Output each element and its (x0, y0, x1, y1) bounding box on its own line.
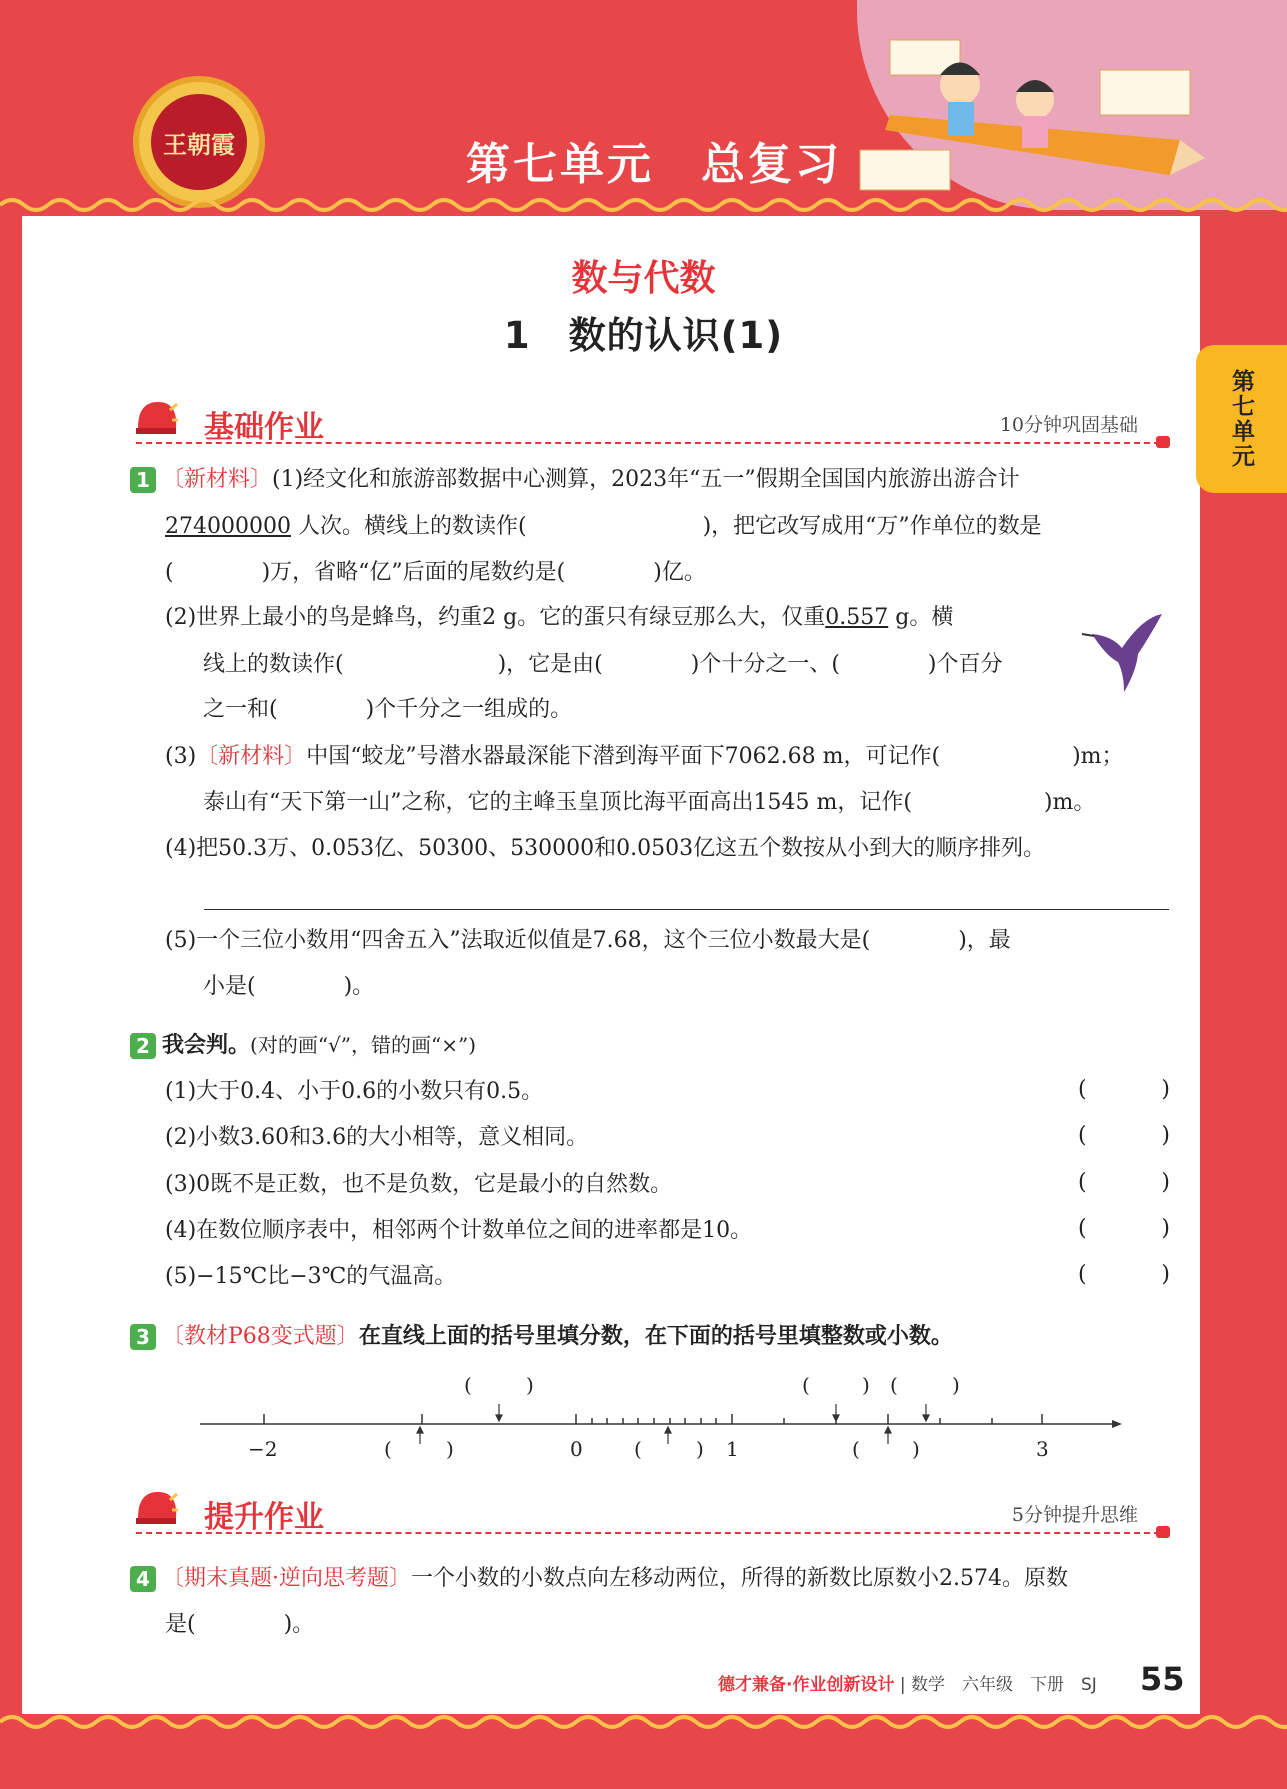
basic-homework-label: 基础作业 (204, 410, 324, 445)
number-line (200, 1370, 1130, 1470)
q1-p5-line1: (5)一个三位小数用“四舍五入”法取近似值是7.68，这个三位小数最大是( )，最 (165, 928, 1011, 953)
advanced-homework-label: 提升作业 (204, 1500, 324, 1535)
q2-title: 我会判。 (162, 1033, 251, 1058)
q1-p2-line2: 线上的数读作( )，它是由( )个十分之一、( )个百分 (203, 652, 1003, 677)
footer-info: 数学 六年级 下册 SJ (911, 1675, 1097, 1695)
q1-p3-prefix: (3) (165, 744, 197, 769)
q2-item-4: (4)在数位顺序表中，相邻两个计数单位之间的进率都是10。 (165, 1218, 753, 1243)
basic-homework-header (130, 398, 1170, 448)
svg-text:(: ( (890, 1373, 898, 1397)
logo-text: 王朝霞 (151, 94, 247, 190)
q2-title-line (130, 1030, 476, 1061)
q1-p3-line2: 泰山有“天下第一山”之称，它的主峰玉皇顶比海平面高出1545 m，记作( )m。 (203, 790, 1096, 815)
q4-text1: 一个小数的小数点向左移动两位，所得的新数比原数小2.574。原数 (411, 1566, 1068, 1591)
header-banner (0, 0, 1287, 215)
svg-text:): ) (696, 1437, 704, 1461)
svg-text:): ) (446, 1437, 454, 1461)
q2-answer-1[interactable]: ( ) (1078, 1077, 1170, 1102)
q2-item-5: (5)−15℃比−3℃的气温高。 (165, 1264, 457, 1289)
side-tab-label: 第七单元 (1228, 369, 1254, 469)
svg-text:): ) (912, 1437, 920, 1461)
page-number: 55 (1140, 1660, 1185, 1698)
q1-p3-line1 (165, 742, 1124, 772)
q2-number-badge: 2 (130, 1033, 156, 1059)
q4-number-badge: 4 (130, 1566, 156, 1592)
alarm-bell-icon (130, 1488, 178, 1534)
q1-line3: ( )万，省略“亿”后面的尾数约是( )亿。 (165, 560, 706, 585)
tick-label-1: 1 (726, 1437, 739, 1461)
q1-line2 (165, 512, 1042, 542)
unit-title: 第七单元 总复习 (466, 139, 842, 190)
svg-text:(: ( (634, 1437, 642, 1461)
q2-item-2: (2)小数3.60和3.6的大小相等，意义相同。 (165, 1125, 589, 1150)
svg-text:(: ( (464, 1373, 472, 1397)
bottom-wave-border (0, 1712, 1287, 1732)
section-category: 数与代数 (571, 258, 716, 299)
svg-text:): ) (526, 1373, 534, 1397)
q3-number-badge: 3 (130, 1324, 156, 1350)
q1-p2-line3: 之一和( )个千分之一组成的。 (203, 697, 573, 722)
q1-p1-text2: 人次。横线上的数读作( )，把它改写成用“万”作单位的数是 (297, 514, 1042, 539)
tick-label-neg2: −2 (248, 1437, 278, 1461)
tick-label-3: 3 (1036, 1437, 1049, 1461)
q3-tag: 〔教材P68变式题〕 (162, 1324, 359, 1349)
q1-p3-tag: 〔新材料〕 (196, 744, 307, 769)
brand-logo (133, 76, 265, 208)
q2-answer-3[interactable]: ( ) (1078, 1170, 1170, 1195)
q1-tag: 〔新材料〕 (162, 467, 273, 492)
dashed-divider (136, 1532, 1170, 1534)
svg-text:(: ( (852, 1437, 860, 1461)
q4-tag: 〔期末真题·逆向思考题〕 (162, 1566, 411, 1591)
svg-text:): ) (862, 1373, 870, 1397)
q3-text: 在直线上面的括号里填分数，在下面的括号里填整数或小数。 (358, 1324, 953, 1349)
hummingbird-illustration (1082, 612, 1164, 696)
q2-item-1: (1)大于0.4、小于0.6的小数只有0.5。 (165, 1079, 544, 1104)
divider-end (1156, 436, 1170, 448)
q2-answer-2[interactable]: ( ) (1078, 1123, 1170, 1148)
q1-p1-text1: (1)经文化和旅游部数据中心测算，2023年“五一”假期全国国内旅游出游合计 (272, 467, 1020, 492)
svg-text:(: ( (384, 1437, 392, 1461)
q1-p5-line2: 小是( )。 (203, 974, 375, 999)
lesson-title: 1 数的认识(1) (503, 314, 784, 357)
unit-side-tab[interactable] (1196, 345, 1287, 493)
q3-line (130, 1322, 953, 1352)
dashed-divider (136, 442, 1170, 444)
q1-p2-text1b: g。横 (895, 605, 954, 630)
q1-line1 (130, 465, 1020, 495)
advanced-homework-header (130, 1488, 1170, 1538)
q1-p3-text1: 中国“蛟龙”号潜水器最深能下潜到海平面下7062.68 m，可记作( )m； (306, 744, 1124, 769)
q1-p4-answer-line[interactable] (204, 909, 1169, 910)
q2-item-3: (3)0既不是正数，也不是负数，它是最小的自然数。 (165, 1172, 673, 1197)
q4-line2: 是( )。 (165, 1612, 315, 1637)
page-footer: 德才兼备·作业创新设计 | 数学 六年级 下册 SJ (718, 1675, 1097, 1695)
q2-hint: (对的画“√”，错的画“×”) (250, 1033, 477, 1057)
tick-label-0: 0 (570, 1437, 583, 1461)
q1-p2-line1 (165, 603, 953, 633)
top-wave-border (0, 195, 1287, 215)
q1-p2-text1: (2)世界上最小的鸟是蜂鸟，约重2 g。它的蛋只有绿豆那么大，仅重 (165, 605, 826, 630)
svg-text:): ) (952, 1373, 960, 1397)
q2-answer-4[interactable]: ( ) (1078, 1216, 1170, 1241)
children-on-pencil-illustration (850, 30, 1230, 200)
q2-answer-5[interactable]: ( ) (1078, 1262, 1170, 1287)
advanced-homework-note: 5分钟提升思维 (1011, 1504, 1138, 1526)
divider-end (1156, 1526, 1170, 1538)
q1-p1-number: 274000000 (165, 514, 291, 539)
basic-homework-note: 10分钟巩固基础 (999, 414, 1138, 436)
footer-brand: 德才兼备·作业创新设计 (718, 1675, 895, 1695)
q1-p2-number: 0.557 (825, 605, 889, 630)
q1-number-badge: 1 (130, 467, 156, 493)
q1-p4-line: (4)把50.3万、0.053亿、50300、530000和0.0503亿这五个数按从小到大的顺序排列。 (165, 836, 1046, 861)
alarm-bell-icon (130, 398, 178, 444)
svg-text:(: ( (802, 1373, 810, 1397)
q4-line1 (130, 1564, 1068, 1594)
